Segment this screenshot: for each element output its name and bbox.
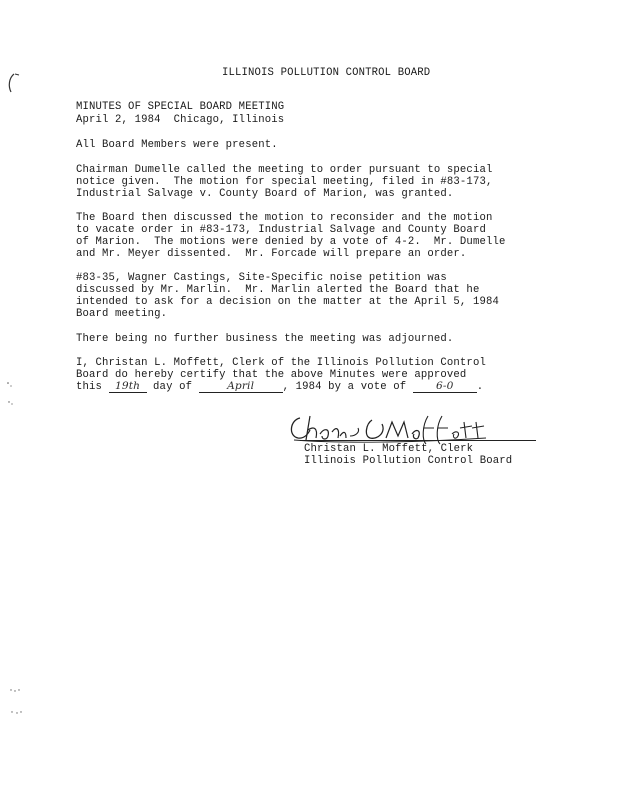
margin-mark-top [6, 72, 22, 96]
signature-line [300, 440, 536, 441]
cert-this-text: this [76, 381, 109, 393]
vote-blank: 6-0 [413, 381, 477, 393]
margin-mark-dots [4, 380, 16, 408]
minutes-title: MINUTES OF SPECIAL BOARD MEETING [76, 101, 285, 113]
margin-mark-bottom [8, 684, 28, 720]
cert-year-vote-text: , 1984 by a vote of [282, 381, 413, 393]
meeting-date-location: April 2, 1984 Chicago, Illinois [76, 114, 285, 126]
board-header: ILLINOIS POLLUTION CONTROL BOARD [222, 67, 431, 79]
cert-period: . [476, 381, 484, 393]
call-to-order-line-1: Chairman Dumelle called the meeting to order pursuant to special [76, 164, 493, 176]
noise-petition-line-1: #83-35, Wagner Castings, Site-Specific noise petition was [76, 272, 447, 284]
reconsider-line-4: and Mr. Meyer dissented. Mr. Forcade will prepare an order. [76, 248, 467, 260]
certification-line-1: I, Christan L. Moffett, Clerk of the Illinois Pollution Control [76, 357, 486, 369]
noise-petition-line-4: Board meeting. [76, 308, 168, 320]
noise-petition-line-2: discussed by Mr. Marlin. Mr. Marlin alerted the Board that he [76, 284, 480, 296]
certification-line-3 [76, 381, 483, 393]
noise-petition-line-3: intended to ask for a decision on the matter at the April 5, 1984 [76, 296, 499, 308]
clerk-name: Christan L. Moffett, Clerk [304, 443, 474, 455]
call-to-order-line-3: Industrial Salvage v. County Board of Marion, was granted. [76, 188, 454, 200]
month-blank: April [199, 381, 283, 393]
clerk-title: Illinois Pollution Control Board [304, 455, 513, 467]
reconsider-line-3: of Marion. The motions were denied by a vote of 4-2. Mr. Dumelle [76, 236, 506, 248]
reconsider-line-1: The Board then discussed the motion to reconsider and the motion [76, 212, 493, 224]
reconsider-line-2: to vacate order in #83-173, Industrial Salvage and County Board [76, 224, 486, 236]
certification-line-2: Board do hereby certify that the above Minutes were approved [76, 369, 467, 381]
adjournment-paragraph: There being no further business the meeting was adjourned. [76, 333, 454, 345]
cert-day-of-text: day of [146, 381, 199, 393]
attendance-paragraph: All Board Members were present. [76, 139, 278, 151]
call-to-order-line-2: notice given. The motion for special meeting, filed in #83-173, [76, 176, 493, 188]
day-blank: 19th [109, 381, 147, 393]
